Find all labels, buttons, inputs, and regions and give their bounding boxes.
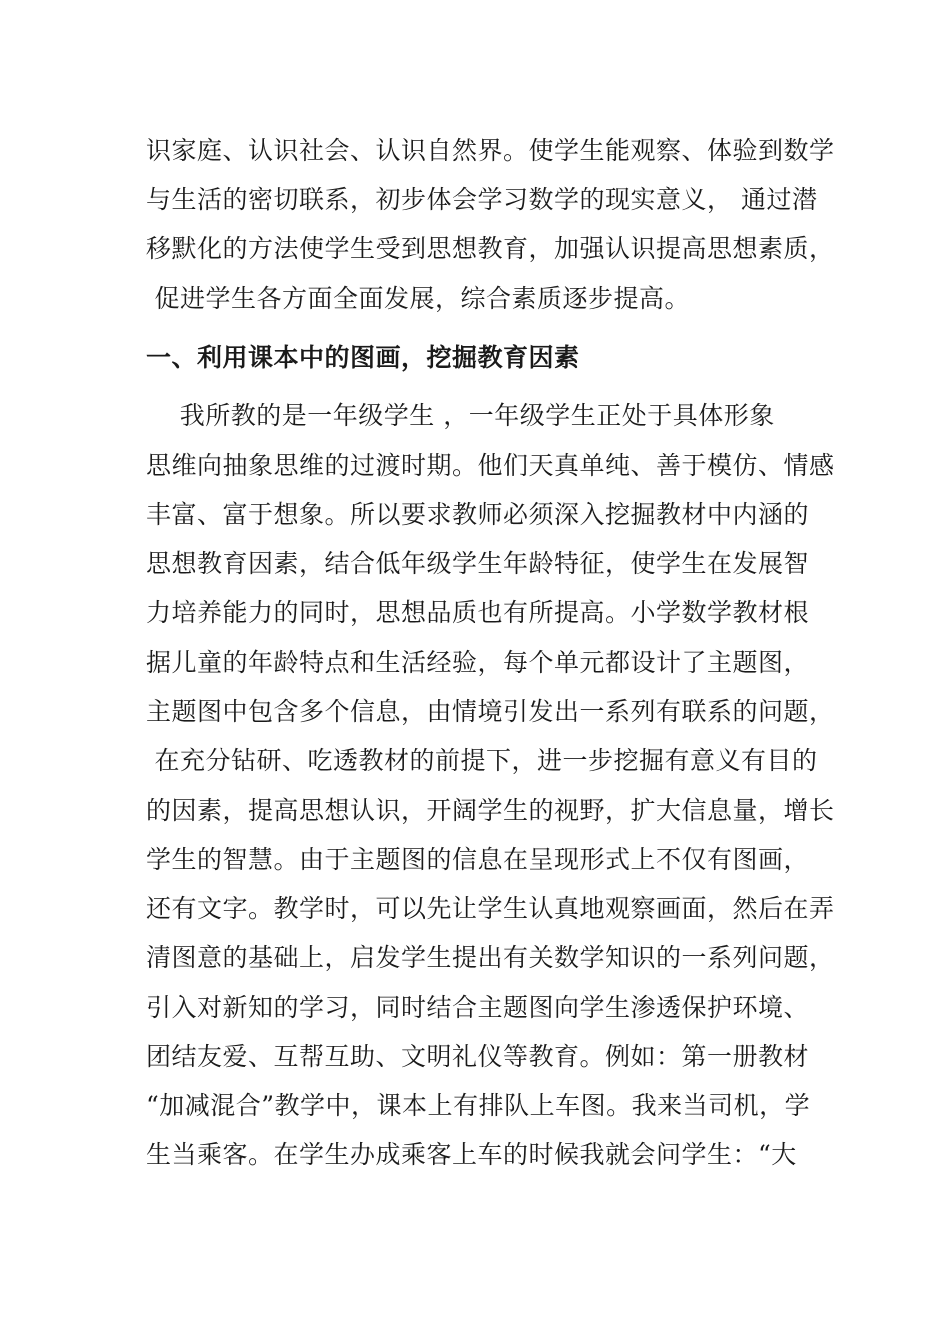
paragraph-line: 思想教育因素，结合低年级学生年龄特征，使学生在发展智 xyxy=(146,549,810,578)
paragraph-line: 据儿童的年龄特点和生活经验，每个单元都设计了主题图， xyxy=(146,648,810,677)
paragraph-line: 力培养能力的同时，思想品质也有所提高。小学数学教材根 xyxy=(146,598,810,627)
paragraph-line: 思维向抽象思维的过渡时期。他们天真单纯、善于模仿、情感 xyxy=(146,451,835,480)
paragraph-line: 识家庭、认识社会、认识自然界。使学生能观察、体验到数学 xyxy=(146,136,835,165)
paragraph-line: 的因素，提高思想认识，开阔学生的视野，扩大信息量，增长 xyxy=(146,796,835,825)
section-heading: 一、利用课本中的图画，挖掘教育因素 xyxy=(146,343,580,372)
paragraph-line: 在充分钻研、吃透教材的前提下，进一步挖掘有意义有目的 xyxy=(146,746,818,775)
paragraph-line: 主题图中包含多个信息，由情境引发出一系列有联系的问题， xyxy=(146,697,835,726)
paragraph-line: 促进学生各方面全面发展，综合素质逐步提高。 xyxy=(146,284,690,313)
paragraph-line: 移默化的方法使学生受到思想教育，加强认识提高思想素质， xyxy=(146,234,835,263)
paragraph-line: 清图意的基础上，启发学生提出有关数学知识的一系列问题， xyxy=(146,943,835,972)
paragraph-line: “加减混合”教学中，课本上有排队上车图。我来当司机，学 xyxy=(146,1091,811,1120)
paragraph-line: 我所教的是一年级学生 ，一年级学生正处于具体形象 xyxy=(146,401,775,430)
paragraph-line: 生当乘客。在学生办成乘客上车的时候我就会问学生：“大 xyxy=(146,1140,797,1169)
paragraph-line: 学生的智慧。由于主题图的信息在呈现形式上不仅有图画， xyxy=(146,845,810,874)
paragraph-line: 与生活的密切联系，初步体会学习数学的现实意义， 通过潜 xyxy=(146,185,818,214)
paragraph-line: 丰富、富于想象。所以要求教师必须深入挖掘教材中内涵的 xyxy=(146,500,810,529)
paragraph-line: 还有文字。教学时，可以先让学生认真地观察画面，然后在弄 xyxy=(146,894,835,923)
paragraph-line: 引入对新知的学习，同时结合主题图向学生渗透保护环境、 xyxy=(146,993,810,1022)
paragraph-line: 团结友爱、互帮互助、文明礼仪等教育。例如：第一册教材 xyxy=(146,1042,810,1071)
